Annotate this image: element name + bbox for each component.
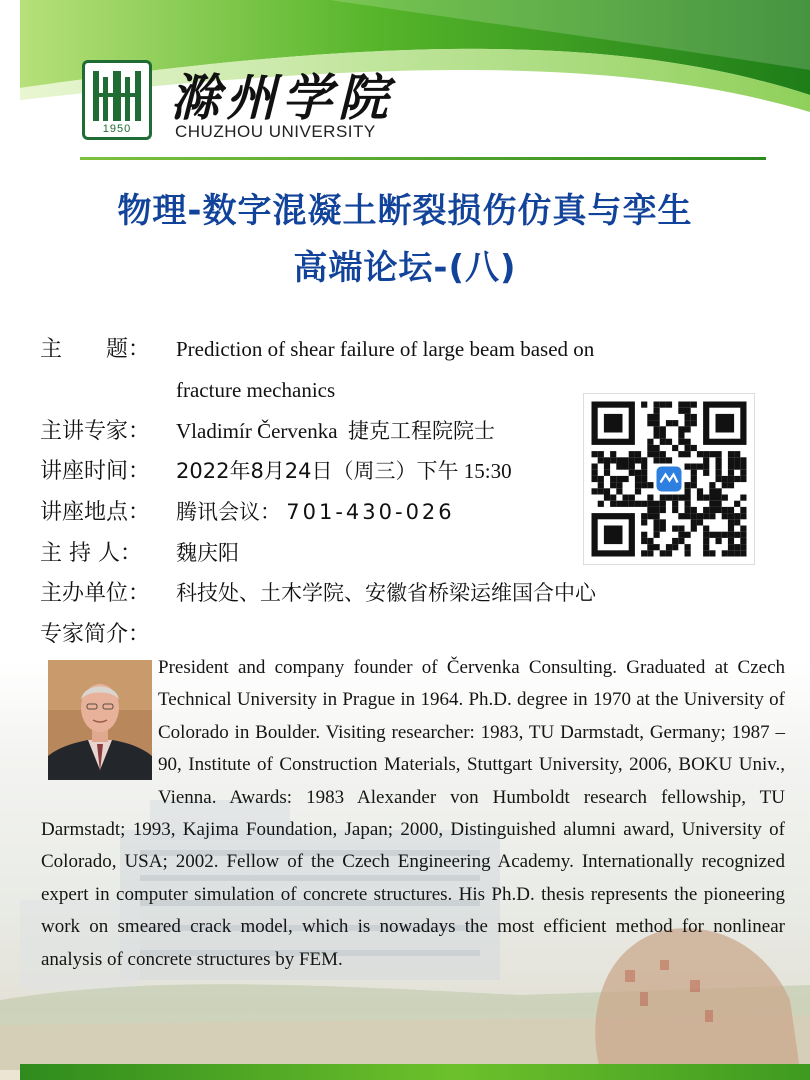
speaker-row	[40, 416, 496, 447]
header-divider	[80, 157, 766, 160]
speaker-title: 捷克工程院院士	[348, 419, 496, 443]
forum-title-line-1: 物理-数字混凝土断裂损伤仿真与孪生	[117, 191, 693, 231]
time-clock: 15:30	[463, 459, 512, 483]
bio-row	[40, 619, 150, 650]
logo-year: 1950	[102, 123, 132, 135]
university-name-en: CHUZHOU UNIVERSITY	[175, 122, 376, 141]
time-label: 讲座时间：	[40, 459, 151, 484]
bottom-green-strip	[20, 1064, 810, 1080]
speaker-bio-text: President and company founder of Červenka Consulting. Graduated at Czech Technical University in Prague in 1964. Ph.D. degree in 1970 at the University of Colorado in Boulder. Visiting researcher: 1983, TU Darmstadt, Germany; 1987 – 90, Institute of Construction Materials, Stuttgart University, 2006, BOKU Univ., Vienna. Awards: 1983 Alexander von Humboldt research fellowship, TU Darmstadt; 1993, Kajima Foundation, Japan; 2000, Distinguished alumni award, University of Colorado, USA; 2002. Fellow of the Czech Engineering Academy. Internationally recognized expert in computer simulation of concrete structures. His Ph.D. thesis represents the pioneering work on smeared crack model, which is nowadays the most efficient method for nonlinear analysis of concrete structures by FEM.	[41, 657, 785, 970]
time-date: 2022年8月24日（周三）下午	[176, 459, 459, 483]
topic-row	[40, 334, 595, 365]
forum-title-line-2: 高端论坛-(八)	[293, 248, 517, 288]
bio-label: 专家简介：	[40, 622, 151, 647]
tencent-meeting-qr-code-icon[interactable]	[583, 393, 755, 565]
host-row	[40, 538, 239, 569]
university-name-cn: 滁州学院	[170, 68, 394, 127]
qr-code-graphic	[584, 394, 754, 564]
speaker-name: Vladimír Červenka	[176, 419, 338, 443]
topic-value-line-2: fracture mechanics	[176, 378, 336, 402]
topic-value: Prediction of shear failure of large beam based on	[176, 337, 595, 361]
place-platform: 腾讯会议：	[176, 500, 281, 524]
time-row	[40, 456, 512, 487]
place-row	[40, 497, 455, 528]
organizer-label: 主办单位：	[40, 581, 151, 606]
organizer-row	[40, 578, 596, 609]
host-name: 魏庆阳	[176, 541, 239, 565]
speaker-label: 主讲专家：	[40, 419, 151, 444]
meeting-code: 701-430-026	[286, 500, 455, 524]
topic-label: 主 题：	[40, 337, 151, 362]
host-label: 主 持 人：	[40, 541, 142, 566]
organizer-value: 科技处、土木学院、安徽省桥梁运维国合中心	[176, 581, 596, 605]
speaker-bio	[41, 652, 785, 976]
place-label: 讲座地点：	[40, 500, 151, 525]
university-emblem-icon	[82, 60, 152, 140]
